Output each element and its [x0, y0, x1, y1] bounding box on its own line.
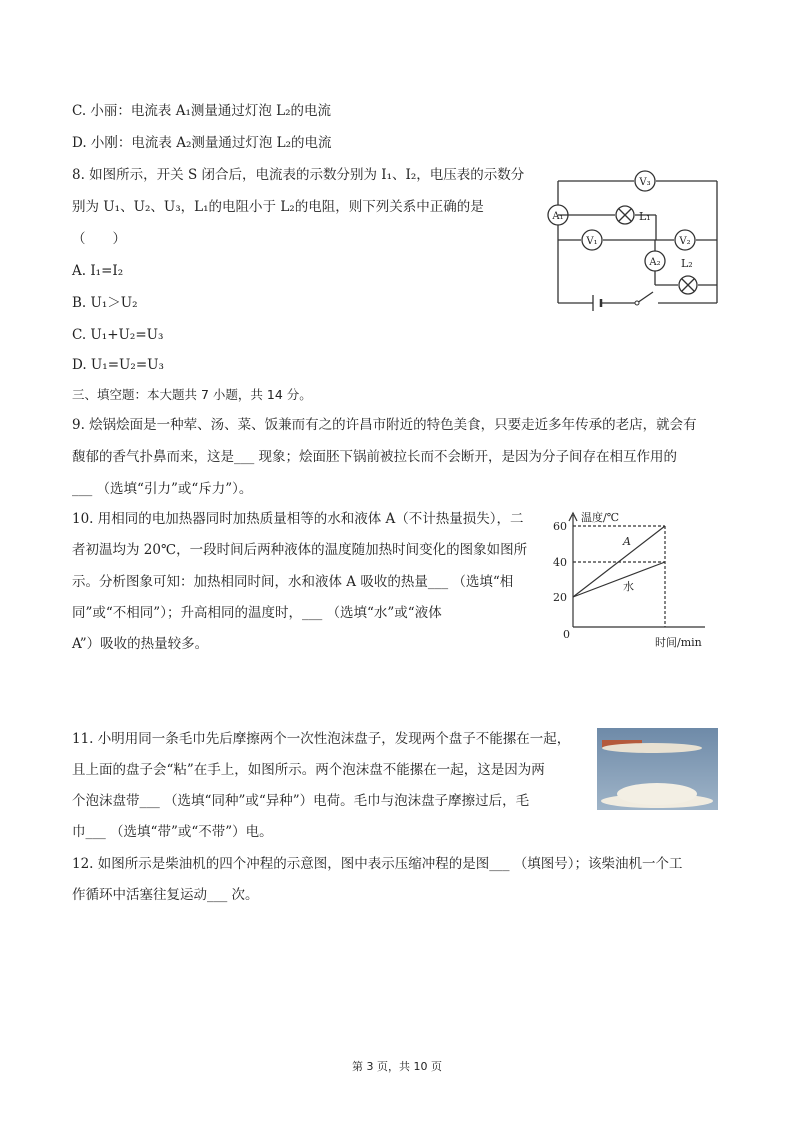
q10-line3: 示。分析图象可知：加热相同时间，水和液体 A 吸收的热量___ （选填“相	[72, 574, 514, 590]
ytick-20: 20	[553, 591, 567, 604]
ytick-40: 40	[553, 556, 567, 569]
series-water-line	[573, 562, 665, 597]
q11-line4: 巾___ （选填“带”或“不带”）电。	[72, 824, 273, 840]
q11-line3: 个泡沫盘带___ （选填“同种”或“异种”）电荷。毛巾与泡沫盘子摩擦过后，毛	[72, 793, 530, 809]
label-l1: L₁	[639, 210, 651, 223]
foam-plate-photo	[597, 728, 718, 810]
q8-option-d: D. U₁=U₂=U₃	[72, 357, 164, 373]
q9-line1: 9. 烩锅烩面是一种荤、汤、菜、饭兼而有之的许昌市附近的特色美食，只要走近多年传承的老店，就会有	[72, 417, 697, 433]
q8-stem-line2: 别为 U₁、U₂、U₃，L₁的电阻小于 L₂的电阻，则下列关系中正确的是	[72, 199, 484, 215]
q9-line2: 馥郁的香气扑鼻而来，这是___ 现象；烩面胚下锅前被拉长而不会断开，是因为分子间存在相互作用的	[72, 449, 678, 465]
temperature-graph	[545, 505, 725, 650]
x-axis-label: 时间/min	[655, 636, 702, 649]
label-v3: V₃	[639, 177, 651, 188]
upper-plate-shape	[602, 743, 702, 753]
label-v1: V₁	[586, 236, 598, 247]
label-l2: L₂	[681, 257, 693, 270]
label-a2: A₂	[649, 257, 661, 268]
q10-line4: 同”或“不相同”）；升高相同的温度时，___ （选填“水”或“液体	[72, 605, 442, 621]
q7-option-c: C. 小丽：电流表 A₁测量通过灯泡 L₂的电流	[72, 103, 332, 119]
q8-option-a: A. I₁=I₂	[72, 263, 124, 279]
q8-option-c: C. U₁+U₂=U₃	[72, 327, 164, 343]
y-axis-label: 温度/℃	[581, 511, 620, 524]
page-footer: 第 3 页，共 10 页	[352, 1060, 442, 1073]
lower-plate-shape	[617, 783, 697, 805]
q12-line2: 作循环中活塞往复运动___ 次。	[72, 887, 259, 903]
q8-option-b: B. U₁＞U₂	[72, 295, 138, 311]
q10-line5: A”）吸收的热量较多。	[72, 636, 209, 652]
ytick-0: 0	[563, 628, 570, 641]
q10-line1: 10. 用相同的电加热器同时加热质量相等的水和液体 A（不计热量损失），二	[72, 511, 524, 527]
section-3-heading: 三、填空题：本大题共 7 小题，共 14 分。	[72, 387, 312, 402]
series-a-line	[573, 526, 665, 597]
series-water-label: 水	[623, 580, 634, 593]
q8-stem-line3: （ ）	[72, 231, 126, 247]
label-a1: A₁	[552, 211, 564, 222]
q7-option-d: D. 小刚：电流表 A₂测量通过灯泡 L₂的电流	[72, 135, 332, 151]
label-v2: V₂	[679, 236, 691, 247]
q12-line1: 12. 如图所示是柴油机的四个冲程的示意图，图中表示压缩冲程的是图___ （填图号）；该柴油机一个工	[72, 856, 683, 872]
series-a-label: A	[623, 535, 631, 548]
switch-icon	[635, 301, 639, 305]
q10-line2: 者初温均为 20℃，一段时间后两种液体的温度随加热时间变化的图象如图所	[72, 542, 528, 558]
ytick-60: 60	[553, 520, 567, 533]
q8-stem-line1: 8. 如图所示，开关 S 闭合后，电流表的示数分别为 I₁、I₂，电压表的示数分	[72, 167, 525, 183]
circuit-diagram	[545, 165, 730, 315]
q11-line2: 且上面的盘子会“粘”在手上，如图所示。两个泡沫盘不能摞在一起，这是因为两	[72, 762, 545, 778]
q9-line3: ___ （选填“引力”或“斥力”）。	[72, 481, 253, 497]
q11-line1: 11. 小明用同一条毛巾先后摩擦两个一次性泡沫盘子，发现两个盘子不能摞在一起，	[72, 731, 571, 747]
